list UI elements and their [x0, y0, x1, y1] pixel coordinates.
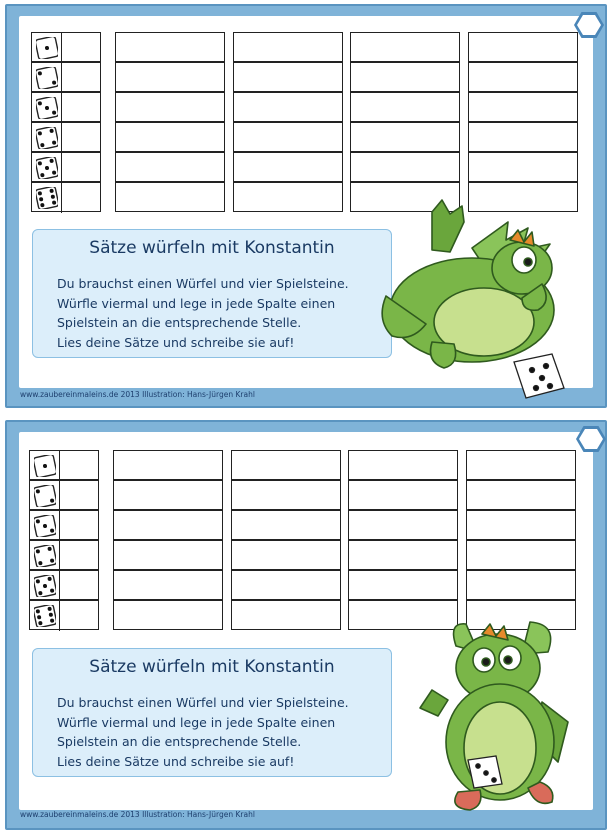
card-title: Sätze würfeln mit Konstantin [89, 238, 335, 258]
word-cell [113, 540, 223, 570]
word-cell [231, 480, 341, 510]
word-cell [348, 570, 458, 600]
footer-credit: www.zaubereinmaleins.de 2013 Illustration: Hans-Jürgen Krahl [20, 390, 255, 399]
dragon-sitting-illustration [418, 612, 578, 812]
word-cell [233, 32, 343, 62]
word-cell [468, 122, 578, 152]
word-cell [350, 152, 460, 182]
dice-face-3-icon [32, 93, 62, 123]
instruction-text [57, 693, 381, 771]
word-cell [113, 570, 223, 600]
dice-face-2-icon [30, 481, 60, 511]
dice-row-4 [31, 122, 101, 152]
dice-face-1-icon [30, 451, 60, 481]
word-cell [115, 62, 225, 92]
word-cell [348, 450, 458, 480]
dice-row-5 [29, 570, 99, 600]
instruction-line: Du brauchst einen Würfel und vier Spielsteine. [57, 695, 349, 710]
word-cell [466, 570, 576, 600]
word-cell [348, 510, 458, 540]
instruction-box [32, 229, 392, 358]
word-cell [231, 540, 341, 570]
instruction-line: Spielstein an die entsprechende Stelle. [57, 315, 302, 330]
word-cell [348, 540, 458, 570]
word-cell [233, 92, 343, 122]
instruction-line: Würfle viermal und lege in jede Spalte einen [57, 714, 336, 730]
dice-face-5-icon [30, 571, 60, 601]
word-cell [350, 122, 460, 152]
word-cell [115, 152, 225, 182]
word-cell [115, 182, 225, 212]
word-cell [466, 480, 576, 510]
word-cell [233, 152, 343, 182]
dice-row-6 [31, 182, 101, 212]
word-cell [113, 450, 223, 480]
dice-row-6 [29, 600, 99, 630]
word-cell [113, 510, 223, 540]
instruction-text [57, 274, 381, 352]
word-cell [466, 510, 576, 540]
word-cell [233, 122, 343, 152]
word-cell [231, 510, 341, 540]
dice-face-4-icon [32, 123, 62, 153]
word-cell [468, 62, 578, 92]
word-cell [231, 600, 341, 630]
instruction-line: Würfle viermal und lege in jede Spalte einen [57, 295, 336, 311]
word-cell [231, 570, 341, 600]
dice-face-2-icon [32, 63, 62, 93]
word-cell [115, 92, 225, 122]
word-cell [350, 92, 460, 122]
dice-row-3 [29, 510, 99, 540]
word-cell [231, 450, 341, 480]
dice-row-3 [31, 92, 101, 122]
word-cell [350, 62, 460, 92]
dragon-lying-illustration [372, 192, 582, 410]
dice-face-6-icon [30, 601, 60, 631]
word-cell [115, 32, 225, 62]
instruction-line: Lies deine Sätze und schreibe sie auf! [57, 334, 295, 350]
dice-face-5-icon [32, 153, 62, 183]
instruction-line: Du brauchst einen Würfel und vier Spielsteine. [57, 276, 349, 291]
dice-row-2 [31, 62, 101, 92]
dice-face-4-icon [30, 541, 60, 571]
word-cell [468, 32, 578, 62]
word-cell [466, 450, 576, 480]
word-cell [468, 92, 578, 122]
dice-row-4 [29, 540, 99, 570]
dice-row-1 [31, 32, 101, 62]
word-cell [113, 600, 223, 630]
word-cell [348, 480, 458, 510]
dice-face-6-icon [32, 183, 62, 213]
word-cell [115, 122, 225, 152]
dice-row-5 [31, 152, 101, 182]
word-cell [468, 152, 578, 182]
word-cell [113, 480, 223, 510]
dice-row-1 [29, 450, 99, 480]
dice-face-3-icon [30, 511, 60, 541]
dice-face-1-icon [32, 33, 62, 63]
footer-credit: www.zaubereinmaleins.de 2013 Illustration: Hans-Jürgen Krahl [20, 810, 255, 819]
instruction-line: Spielstein an die entsprechende Stelle. [57, 734, 302, 749]
dice-row-2 [29, 480, 99, 510]
word-cell [350, 32, 460, 62]
instruction-box [32, 648, 392, 777]
word-cell [466, 540, 576, 570]
word-cell [233, 62, 343, 92]
word-cell [233, 182, 343, 212]
instruction-line: Lies deine Sätze und schreibe sie auf! [57, 753, 295, 769]
card-title: Sätze würfeln mit Konstantin [89, 657, 335, 677]
